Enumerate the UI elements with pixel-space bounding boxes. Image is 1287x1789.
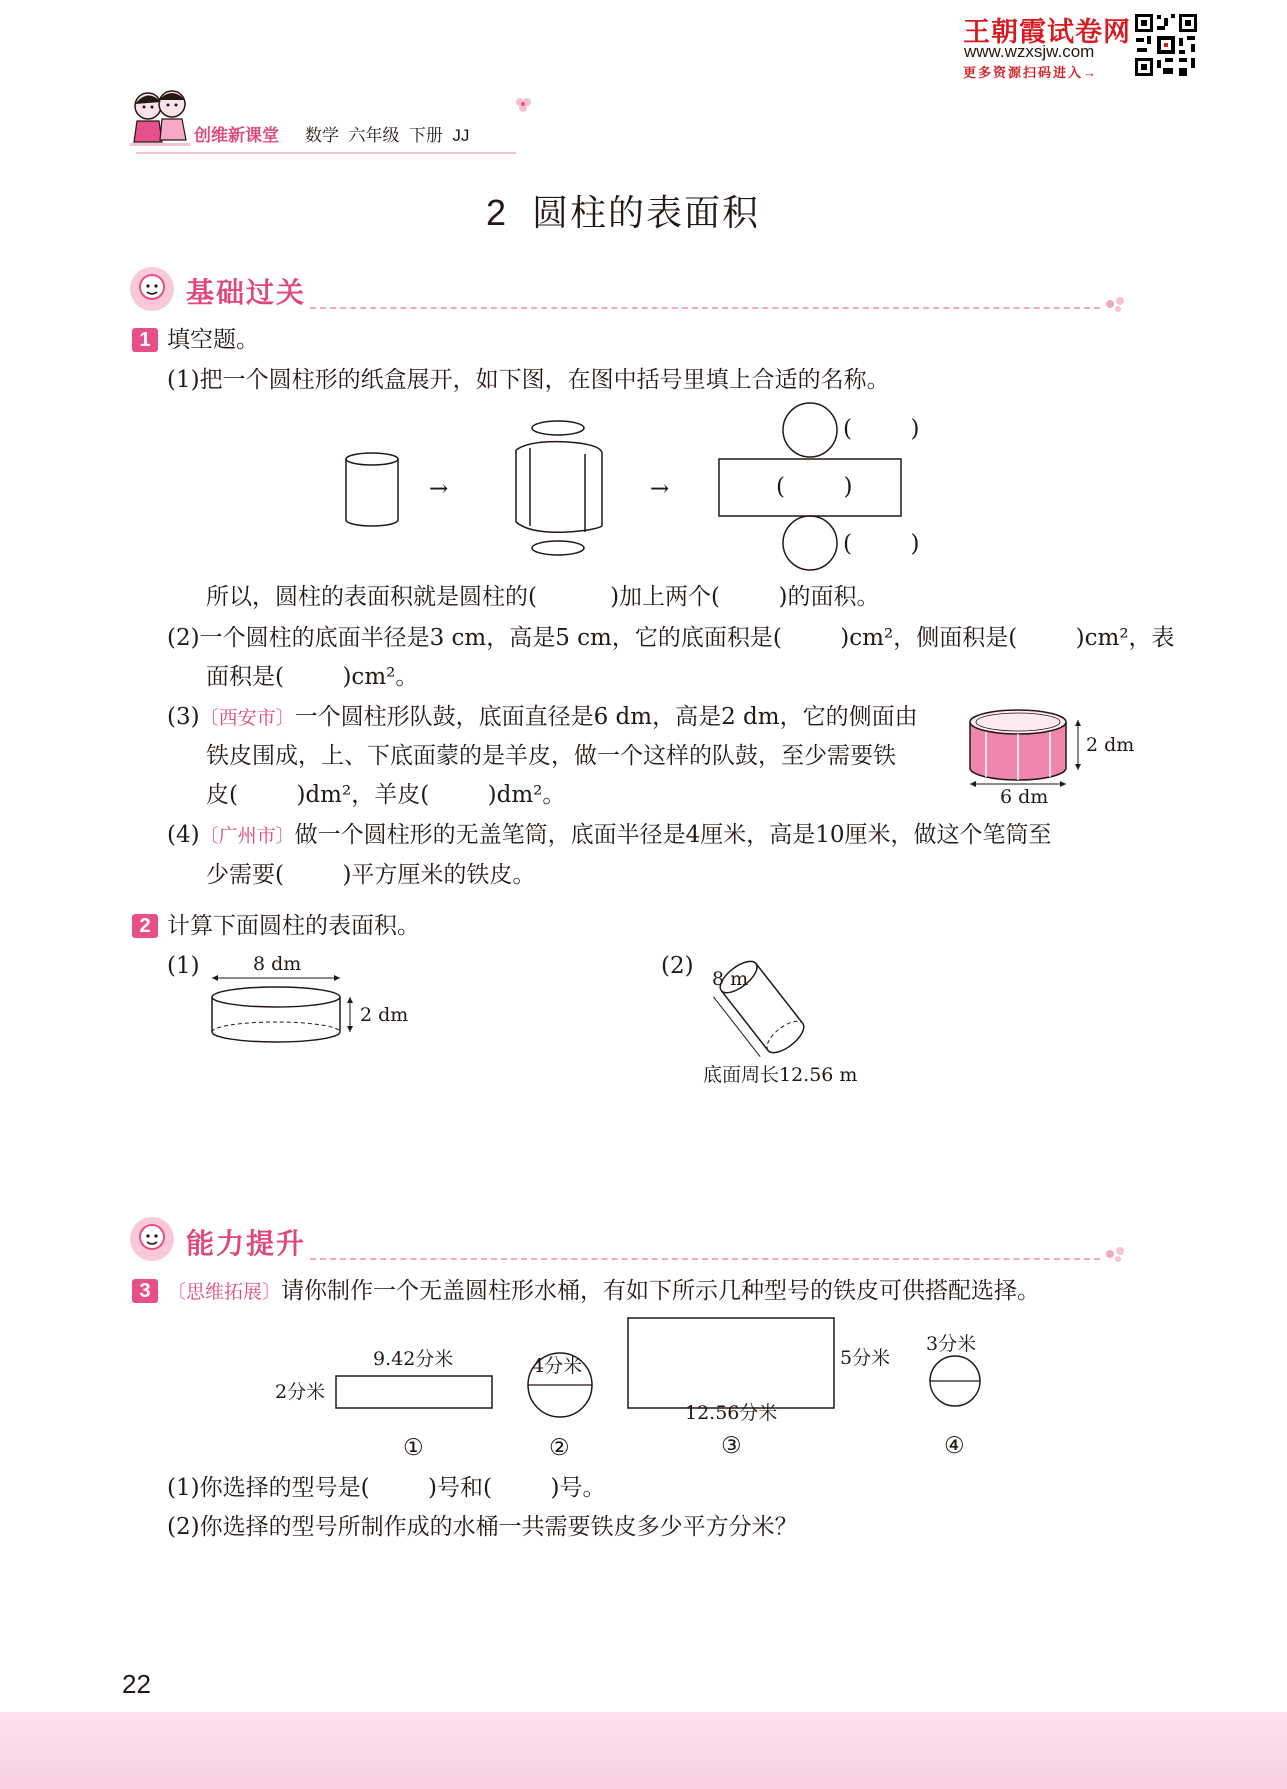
question-number: 2 xyxy=(132,914,158,938)
question-title: 请你制作一个无盖圆柱形水桶，有如下所示几种型号的铁皮可供搭配选择。 xyxy=(281,1278,1041,1304)
iron-sheets-figure xyxy=(320,1310,1000,1430)
sheet-number: ③ xyxy=(721,1433,742,1459)
section-heading-advanced: 能力提升 xyxy=(186,1228,307,1259)
dots-ornament-icon xyxy=(1104,1244,1130,1264)
q3-title-line xyxy=(167,1280,1040,1303)
q1-part4-text: 做一个圆柱形的无盖笔筒，底面半径是4厘米，高是10厘米，做这个笔筒至 xyxy=(294,822,1052,848)
flower-ornament-icon xyxy=(510,92,538,118)
width-label: 8 dm xyxy=(253,953,302,975)
arrow-symbol: → xyxy=(650,476,670,502)
section-heading-basic: 基础过关 xyxy=(186,277,307,308)
length-label: 8 m xyxy=(712,968,749,990)
arrow-symbol: → xyxy=(429,476,449,502)
circumference-caption: 底面周长12.56 m xyxy=(703,1064,858,1086)
question-title: 填空题。 xyxy=(167,327,259,353)
sheet3-width-label: 12.56分米 xyxy=(685,1402,778,1424)
thinking-tag: 〔思维拓展〕 xyxy=(167,1282,282,1303)
sheet4-diameter-label: 3分米 xyxy=(926,1333,977,1355)
q3-sub1-text[interactable]: (1)你选择的型号是( )号和( )号。 xyxy=(167,1475,606,1501)
part-number: (4) xyxy=(167,822,200,848)
question-number: 3 xyxy=(132,1279,158,1303)
page-number: 22 xyxy=(122,1669,151,1699)
footer-band xyxy=(0,1712,1287,1789)
question-title: 计算下面圆柱的表面积。 xyxy=(167,913,420,939)
drum-figure xyxy=(964,700,1074,796)
q1-part3-text: 一个圆柱形队鼓，底面直径是6 dm，高是2 dm，它的侧面由 xyxy=(294,704,918,730)
sheet1-width-label: 9.42分米 xyxy=(373,1348,454,1370)
q1-part4-line xyxy=(167,824,1052,847)
q1-part1-text: (1)把一个圆柱形的纸盒展开，如下图，在图中括号里填上合适的名称。 xyxy=(167,367,890,393)
height-dimension-icon xyxy=(1072,718,1084,772)
region-tag: 〔广州市〕 xyxy=(199,826,295,847)
section-divider xyxy=(310,307,1100,309)
figure-label: (2) xyxy=(661,953,694,979)
q1-part2-text[interactable]: (2)一个圆柱的底面半径是3 cm，高是5 cm，它的底面积是( )cm²，侧面积是( )cm²，表 xyxy=(167,625,1175,651)
q1-part3-text[interactable]: 皮( )dm²，羊皮( )dm²。 xyxy=(206,782,566,808)
q1-part3-text: 铁皮围成，上、下底面蒙的是羊皮，做一个这样的队鼓，至少需要铁 xyxy=(206,743,896,769)
page-title: 2 圆柱的表面积 xyxy=(486,192,761,233)
header-divider xyxy=(136,152,516,154)
qr-code-icon[interactable] xyxy=(1133,12,1199,78)
sheet1-height-label: 2分米 xyxy=(275,1381,326,1403)
answer-blank[interactable]: ( ) xyxy=(776,474,853,500)
answer-blank[interactable]: ( ) xyxy=(843,531,920,557)
sheet-number: ② xyxy=(549,1435,570,1461)
flat-cylinder-figure xyxy=(206,965,356,1051)
section-badge-icon xyxy=(128,1215,176,1263)
q3-sub2-text: (2)你选择的型号所制作成的水桶一共需要铁皮多少平方分米？ xyxy=(167,1514,798,1540)
kids-logo-icon xyxy=(124,88,196,154)
q1-part4-text[interactable]: 少需要( )平方厘米的铁皮。 xyxy=(206,862,536,888)
sheet3-height-label: 5分米 xyxy=(840,1347,891,1369)
q1-part3-line xyxy=(167,706,918,729)
brand-url[interactable]: www.wzxsjw.com xyxy=(964,42,1095,61)
sheet-number: ④ xyxy=(944,1433,965,1459)
q1-part2-text[interactable]: 面积是( )cm²。 xyxy=(206,664,419,690)
answer-blank[interactable]: ( ) xyxy=(843,416,920,442)
tilted-cylinder-figure xyxy=(700,945,820,1065)
brand-name: 王朝霞试卷网 xyxy=(963,17,1131,47)
subject-info: 数学 六年级 下册 JJ xyxy=(305,126,470,145)
region-tag: 〔西安市〕 xyxy=(199,708,295,729)
part-number: (3) xyxy=(167,704,200,730)
question-number: 1 xyxy=(132,328,158,352)
dots-ornament-icon xyxy=(1104,294,1130,314)
drum-height-label: 2 dm xyxy=(1086,734,1135,756)
brand-hint: 更多资源扫码进入→ xyxy=(963,65,1099,80)
section-badge-icon xyxy=(128,265,176,313)
series-name: 创维新课堂 xyxy=(194,126,279,145)
section-divider xyxy=(310,1258,1100,1260)
figure-label: (1) xyxy=(167,953,200,979)
q1-summary-text[interactable]: 所以，圆柱的表面积就是圆柱的( )加上两个( )的面积。 xyxy=(206,584,880,610)
height-label: 2 dm xyxy=(360,1004,409,1026)
sheet2-diameter-label: 4分米 xyxy=(532,1355,583,1377)
sheet-number: ① xyxy=(403,1435,424,1461)
drum-diameter-label: 6 dm xyxy=(1000,786,1049,808)
